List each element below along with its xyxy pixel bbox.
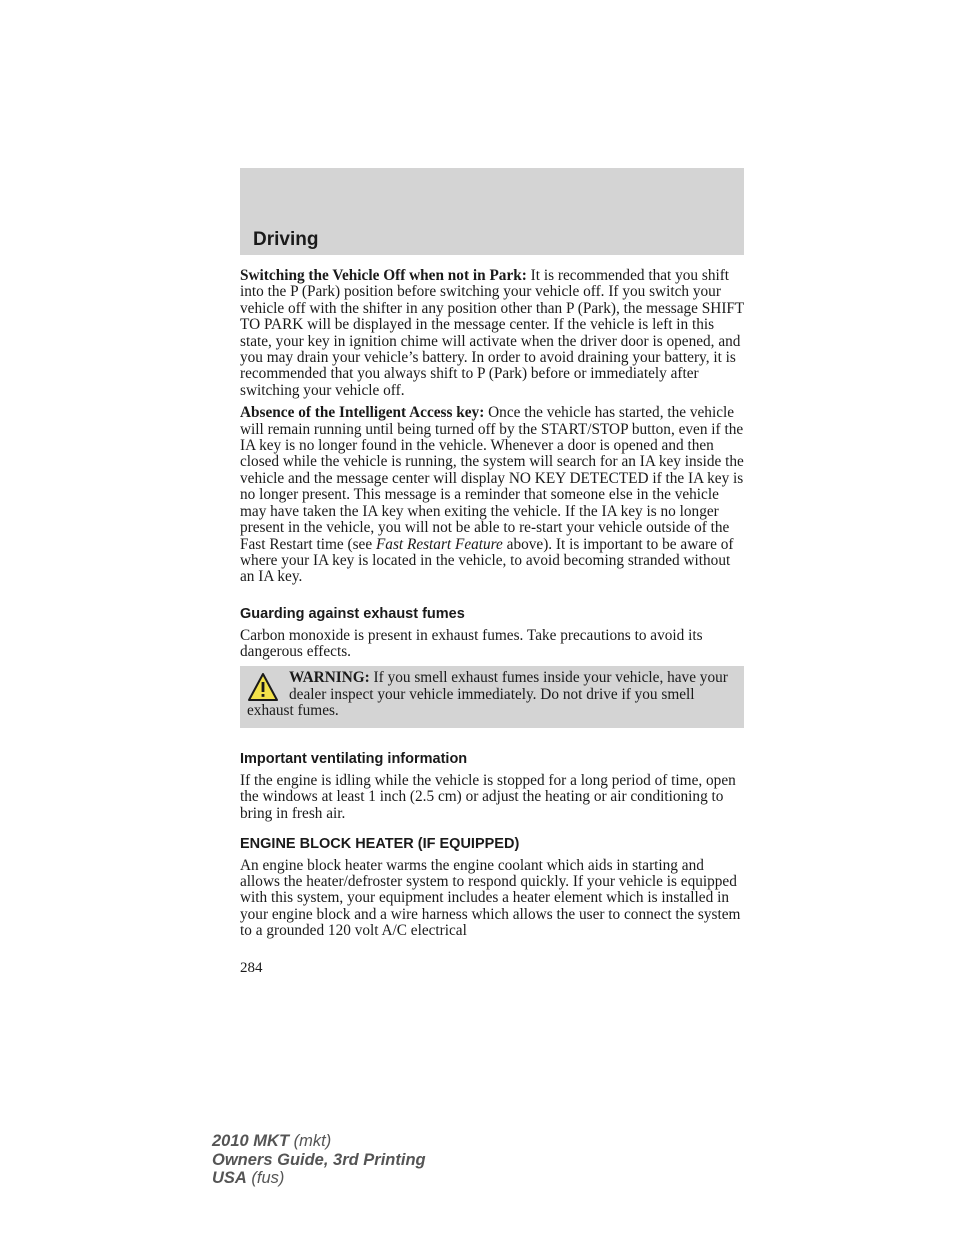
ventilating-heading: Important ventilating information: [240, 750, 468, 767]
warning-text: If you smell exhaust fumes inside your vehicle, have your dealer inspect your vehicle immediately. Do not drive if you smell exhaust fumes.: [247, 669, 728, 719]
park-text: It is recommended that you shift into the P (Park) position before switching your vehicle off. If you switch your vehicle off with the shifter in any position other than P (Park), the message SHIFT TO PARK will be displayed in the message center. If the vehicle is left in this state, your key in ignition chime will activate when the driver door is opened, and you may drain your vehicle’s battery. In order to avoid draining your battery, it is recommended that you always shift to P (Park) before or immediately after switching your vehicle off.: [240, 267, 744, 399]
page-number: 284: [240, 960, 263, 976]
footer-model-code: (mkt): [289, 1132, 332, 1150]
block-heater-heading: ENGINE BLOCK HEATER (IF EQUIPPED): [240, 835, 520, 852]
footer-line-2: Owners Guide, 3rd Printing: [212, 1150, 426, 1169]
footer-line-3: [212, 1169, 426, 1188]
warning-label: WARNING:: [289, 669, 370, 687]
ventilating-paragraph: If the engine is idling while the vehicle is stopped for a long period of time, open the windows at least 1 inch (2.5 cm) or adjust the heating or air conditioning to bring in fresh air.: [240, 772, 736, 822]
footer: [212, 1132, 426, 1188]
park-paragraph: [240, 268, 744, 399]
section-title: Driving: [253, 229, 319, 250]
warning-triangle-icon: [247, 672, 279, 702]
page-content: [240, 268, 744, 945]
exhaust-paragraph: Carbon monoxide is present in exhaust fumes. Take precautions to avoid its dangerous effects.: [240, 626, 703, 661]
absence-paragraph: [240, 405, 744, 585]
exhaust-heading: Guarding against exhaust fumes: [240, 605, 465, 622]
footer-line-1: [212, 1132, 426, 1151]
absence-italic-ref: Fast Restart Feature: [375, 535, 503, 553]
park-lead: Switching the Vehicle Off when not in Park:: [240, 267, 527, 284]
footer-market: USA: [212, 1169, 247, 1187]
footer-model: 2010 MKT: [212, 1132, 290, 1150]
warning-box: [240, 666, 744, 728]
block-heater-paragraph: An engine block heater warms the engine coolant which aids in starting and allows the heater/defroster system to respond quickly. If your vehicle is equipped with this system, your equipment includes a heater element which is installed in your engine block and a wire harness which allows the user to connect the system to a grounded 120 volt A/C electrical: [240, 856, 741, 939]
absence-text-1: Once the vehicle has started, the vehicle will remain running until being turned off by the START/STOP button, even if the IA key is no longer found in the vehicle. Whenever a door is opened and then closed while the vehicle is running, the system will search for an IA key inside the vehicle and the message center will display NO KEY DETECTED if the IA key is no longer present. This message is a reminder that someone else in the vehicle may have taken the IA key when exiting the vehicle. If the IA key is no longer present in the vehicle, you will not be able to re-start your vehicle outside of the Fast Restart time (see: [240, 404, 744, 553]
absence-text-2: above). It is important to be aware of where your IA key is located in the vehicle, to avoid becoming stranded without an IA key.: [240, 535, 734, 586]
absence-lead: Absence of the Intelligent Access key:: [240, 404, 485, 422]
section-header-band: [240, 168, 744, 255]
footer-market-code: (fus): [246, 1169, 285, 1187]
